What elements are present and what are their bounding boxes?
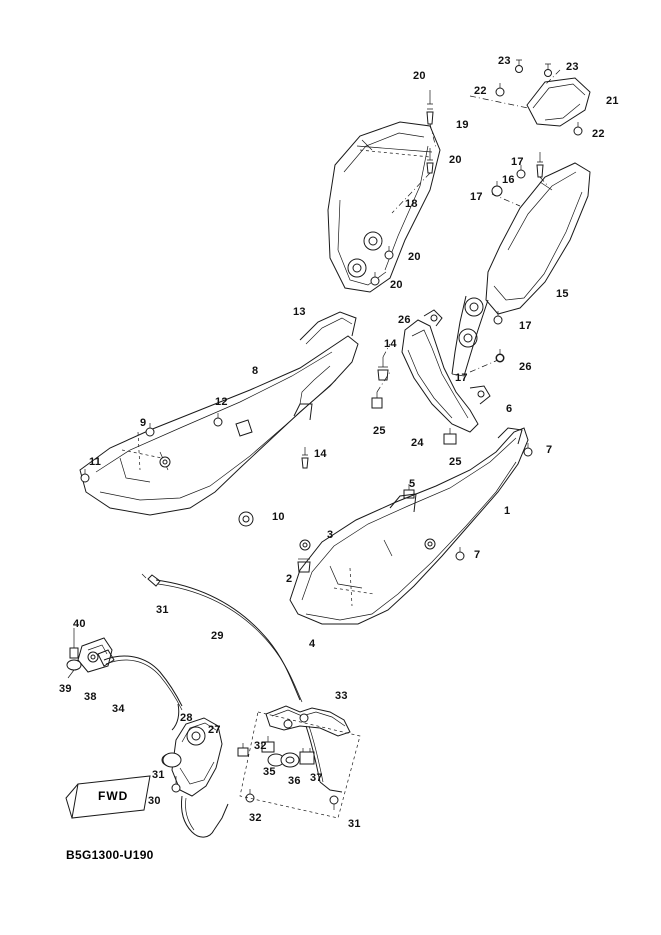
callout: 17	[519, 320, 532, 332]
callout: 2	[286, 573, 293, 585]
callout: 6	[506, 403, 513, 415]
callout: 3	[327, 529, 334, 541]
callout: 14	[384, 338, 397, 350]
callout: 20	[449, 154, 462, 166]
callout: 16	[502, 174, 515, 186]
screws-20	[371, 90, 436, 285]
callout: 10	[272, 511, 285, 523]
callout: 28	[180, 712, 193, 724]
callout: 20	[413, 70, 426, 82]
callout: 17	[470, 191, 483, 203]
drawing-number: B5G1300-U190	[66, 848, 154, 862]
fwd-label: FWD	[98, 789, 129, 803]
callout: 1	[504, 505, 511, 517]
callout: 39	[59, 683, 72, 695]
callout: 13	[293, 306, 306, 318]
callout: 31	[156, 604, 169, 616]
callout: 18	[405, 198, 418, 210]
callout: 30	[148, 795, 161, 807]
part-38-bracket	[67, 628, 112, 678]
callout: 17	[455, 372, 468, 384]
callout: 11	[89, 456, 102, 468]
callout: 17	[511, 156, 524, 168]
callout: 38	[84, 691, 97, 703]
callout: 22	[592, 128, 605, 140]
callout: 26	[519, 361, 532, 373]
part-34-cable	[98, 650, 182, 730]
part-21-cover	[527, 78, 590, 126]
callout: 32	[249, 812, 262, 824]
callout: 22	[474, 85, 487, 97]
callout: 34	[112, 703, 125, 715]
callout: 32	[254, 740, 267, 752]
callout: 5	[409, 478, 416, 490]
callout: 27	[208, 724, 221, 736]
callout: 26	[398, 314, 411, 326]
callout: 9	[140, 417, 147, 429]
callout: 15	[556, 288, 569, 300]
callout: 33	[335, 690, 348, 702]
callout: 23	[566, 61, 579, 73]
callout: 36	[288, 775, 301, 787]
callout: 21	[606, 95, 619, 107]
callout: 14	[314, 448, 327, 460]
callout: 35	[263, 766, 276, 778]
callout: 29	[211, 630, 224, 642]
part-33-bracket	[238, 706, 360, 818]
callout: 31	[152, 769, 165, 781]
callout: 12	[215, 396, 228, 408]
callout: 23	[498, 55, 511, 67]
callout: 24	[411, 437, 424, 449]
callout: 8	[252, 365, 259, 377]
callout: 25	[449, 456, 462, 468]
callout: 7	[474, 549, 481, 561]
part-18-side-cover	[328, 122, 440, 292]
callout: 20	[408, 251, 421, 263]
callout: 7	[546, 444, 553, 456]
callout: 20	[390, 279, 403, 291]
callout: 31	[348, 818, 361, 830]
callout: 4	[309, 638, 316, 650]
callout: 40	[73, 618, 86, 630]
part-28-ring	[163, 753, 181, 767]
small-fasteners-left	[81, 344, 390, 482]
callout: 25	[373, 425, 386, 437]
callout: 19	[456, 119, 469, 131]
part-24-bracket	[372, 310, 504, 444]
callout: 37	[310, 772, 323, 784]
